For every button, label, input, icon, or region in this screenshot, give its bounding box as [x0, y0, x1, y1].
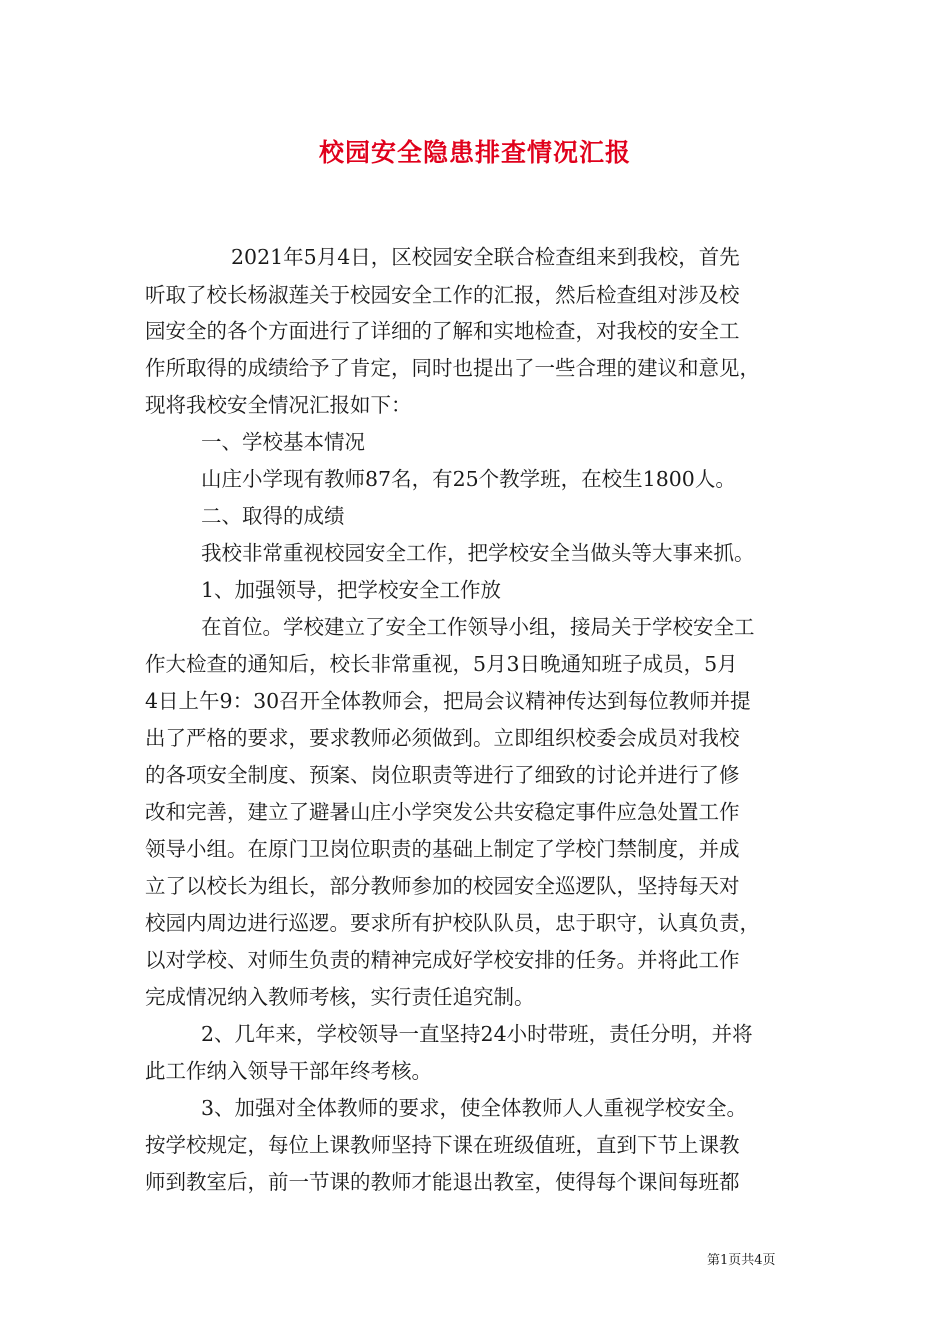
paragraph-line: 4日上午9：30召开全体教师会，把局会议精神传达到每位教师并提 [145, 689, 751, 713]
paragraph-line: 完成情况纳入教师考核，实行责任追究制。 [145, 985, 535, 1009]
paragraph-line: 改和完善，建立了避暑山庄小学突发公共安稳定事件应急处置工作 [145, 800, 740, 824]
paragraph-line: 作大检查的通知后，校长非常重视，5月3日晚通知班子成员，5月 [145, 652, 738, 676]
paragraph-line: 现将我校安全情况汇报如下： [145, 393, 412, 417]
subsection-heading: 1、加强领导，把学校安全工作放 [201, 578, 502, 602]
document-title: 校园安全隐患排查情况汇报 [318, 138, 631, 167]
subsection-heading: 3、加强对全体教师的要求，使全体教师人人重视学校安全。 [201, 1096, 748, 1120]
paragraph-line: 2021年5月4日，区校园安全联合检查组来到我校，首先 [231, 245, 740, 269]
paragraph-line: 以对学校、对师生负责的精神完成好学校安排的任务。并将此工作 [145, 948, 740, 972]
paragraph-line: 出了严格的要求，要求教师必须做到。立即组织校委会成员对我校 [145, 726, 740, 750]
paragraph-line: 我校非常重视校园安全工作，把学校安全当做头等大事来抓。 [201, 541, 755, 565]
subsection-heading: 2、几年来，学校领导一直坚持24小时带班，责任分明，并将 [201, 1022, 753, 1046]
paragraph-line: 山庄小学现有教师87名，有25个教学班，在校生1800人。 [201, 467, 736, 491]
paragraph-line: 园安全的各个方面进行了详细的了解和实地检查，对我校的安全工 [145, 319, 740, 343]
section-heading: 二、取得的成绩 [201, 504, 345, 528]
paragraph-line: 的各项安全制度、预案、岗位职责等进行了细致的讨论并进行了修 [145, 763, 740, 787]
page-number: 第1页共4页 [707, 1253, 776, 1268]
section-heading: 一、学校基本情况 [201, 430, 365, 454]
paragraph-line: 听取了校长杨淑莲关于校园安全工作的汇报，然后检查组对涉及校 [145, 283, 740, 307]
paragraph-line: 按学校规定，每位上课教师坚持下课在班级值班，直到下节上课教 [145, 1133, 740, 1157]
paragraph-line: 校园内周边进行巡逻。要求所有护校队队员，忠于职守，认真负责， [145, 911, 760, 935]
paragraph-line: 师到教室后，前一节课的教师才能退出教室，使得每个课间每班都 [145, 1170, 740, 1194]
paragraph-line: 在首位。学校建立了安全工作领导小组，接局关于学校安全工 [201, 615, 755, 639]
paragraph-line: 作所取得的成绩给予了肯定，同时也提出了一些合理的建议和意见， [145, 356, 760, 380]
paragraph-line: 领导小组。在原门卫岗位职责的基础上制定了学校门禁制度，并成 [145, 837, 740, 861]
paragraph-line: 此工作纳入领导干部年终考核。 [145, 1059, 432, 1083]
paragraph-line: 立了以校长为组长，部分教师参加的校园安全巡逻队，坚持每天对 [145, 874, 740, 898]
